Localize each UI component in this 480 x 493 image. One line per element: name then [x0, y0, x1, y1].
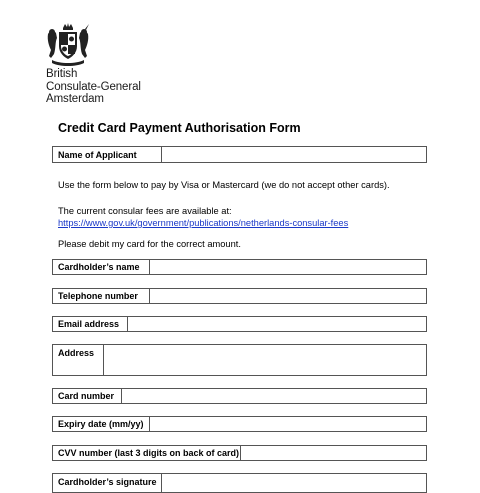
org-line: Consulate-General — [46, 80, 141, 93]
fees-link[interactable]: https://www.gov.uk/government/publications/netherlands-consular-fees — [58, 218, 349, 228]
debit-text: Please debit my card for the correct amount. — [58, 239, 241, 249]
org-line: Amsterdam — [46, 93, 104, 106]
cvv-label: CVV number (last 3 digits on back of card) — [53, 446, 241, 460]
royal-coat-of-arms-icon — [44, 22, 92, 66]
address-label: Address — [53, 345, 104, 375]
card-number-label: Card number — [53, 389, 122, 403]
form-title: Credit Card Payment Authorisation Form — [58, 121, 301, 135]
cardholder-name-label: Cardholder’s name — [53, 260, 150, 274]
signature-input[interactable] — [162, 474, 426, 492]
applicant-name-row — [52, 146, 427, 163]
telephone-row — [52, 288, 427, 304]
expiry-input[interactable] — [150, 417, 426, 431]
signature-row — [52, 473, 427, 493]
signature-label: Cardholder’s signature — [53, 474, 162, 492]
applicant-name-label: Name of Applicant — [53, 147, 162, 162]
fees-text: The current consular fees are available at: — [58, 206, 232, 216]
telephone-input[interactable] — [150, 289, 426, 303]
email-input[interactable] — [128, 317, 426, 331]
card-number-input[interactable] — [122, 389, 426, 403]
cvv-input[interactable] — [241, 446, 426, 460]
telephone-label: Telephone number — [53, 289, 150, 303]
cardholder-name-input[interactable] — [150, 260, 426, 274]
expiry-row — [52, 416, 427, 432]
organisation-name — [46, 68, 141, 106]
cardholder-name-row — [52, 259, 427, 275]
applicant-name-input[interactable] — [162, 147, 426, 162]
expiry-label: Expiry date (mm/yy) — [53, 417, 150, 431]
cvv-row — [52, 445, 427, 461]
card-number-row — [52, 388, 427, 404]
email-row — [52, 316, 427, 332]
address-row — [52, 344, 427, 376]
intro-text: Use the form below to pay by Visa or Mastercard (we do not accept other cards). — [58, 180, 390, 190]
org-line: British — [46, 68, 78, 80]
email-label: Email address — [53, 317, 128, 331]
address-input[interactable] — [104, 345, 426, 375]
